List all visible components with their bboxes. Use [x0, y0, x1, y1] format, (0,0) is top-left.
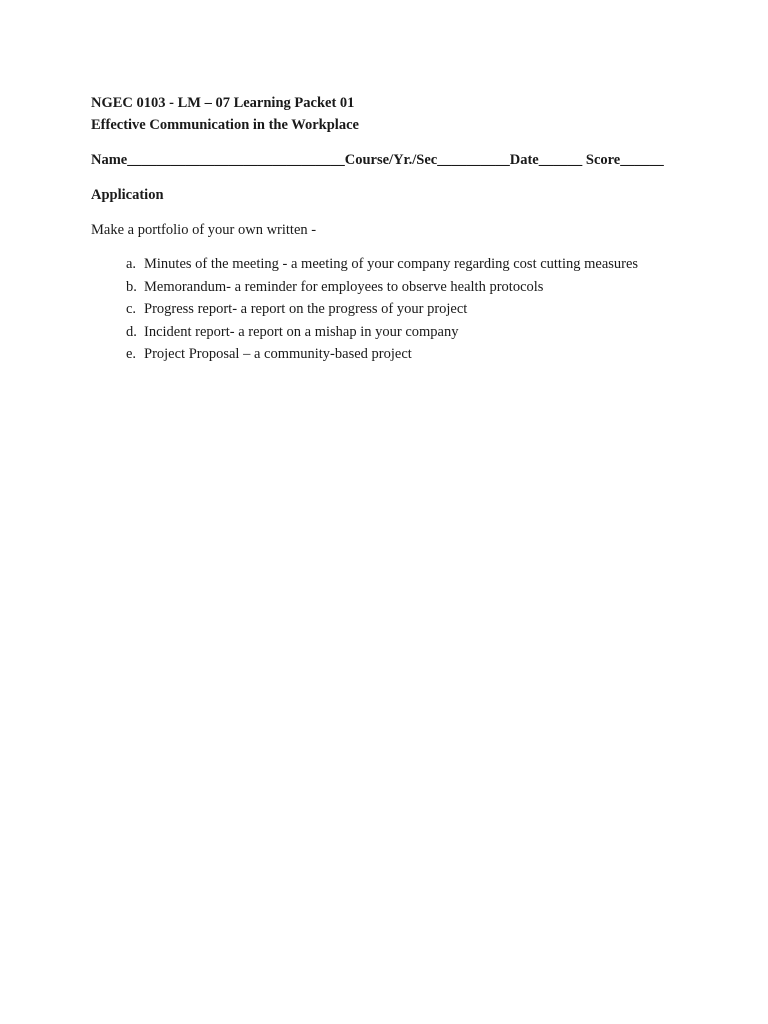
document-body: [91, 92, 711, 366]
portfolio-list: [91, 253, 711, 366]
list-marker: a.: [126, 256, 137, 272]
student-info-line: [91, 149, 711, 171]
list-item-text: Project Proposal – a community-based project: [144, 346, 412, 362]
list-item: [126, 253, 711, 276]
course-code-line: NGEC 0103 - LM – 07 Learning Packet 01: [91, 95, 355, 111]
score-field: Score______: [585, 152, 664, 168]
subject-title: Effective Communication in the Workplace: [91, 117, 359, 133]
course-field: Course/Yr./Sec__________: [344, 152, 510, 168]
list-marker: b.: [126, 278, 137, 295]
list-marker: d.: [126, 323, 137, 340]
name-field: Name______________________________: [91, 152, 345, 168]
list-item: [126, 343, 711, 366]
section-heading: Application: [91, 187, 164, 203]
list-item-text: Incident report- a report on a mishap in your company: [144, 323, 459, 340]
date-field: Date______: [509, 152, 583, 168]
list-marker: c.: [126, 301, 137, 317]
list-item-text: Memorandum- a reminder for employees to observe health protocols: [144, 278, 544, 295]
list-marker: e.: [126, 346, 137, 362]
list-item: [126, 321, 711, 344]
list-item: [126, 298, 711, 321]
list-item-text: Minutes of the meeting - a meeting of your company regarding cost cutting measures: [144, 256, 639, 272]
instruction-text: Make a portfolio of your own written -: [91, 222, 317, 238]
list-item-text: Progress report- a report on the progress of your project: [144, 301, 468, 317]
list-item: [126, 276, 711, 299]
